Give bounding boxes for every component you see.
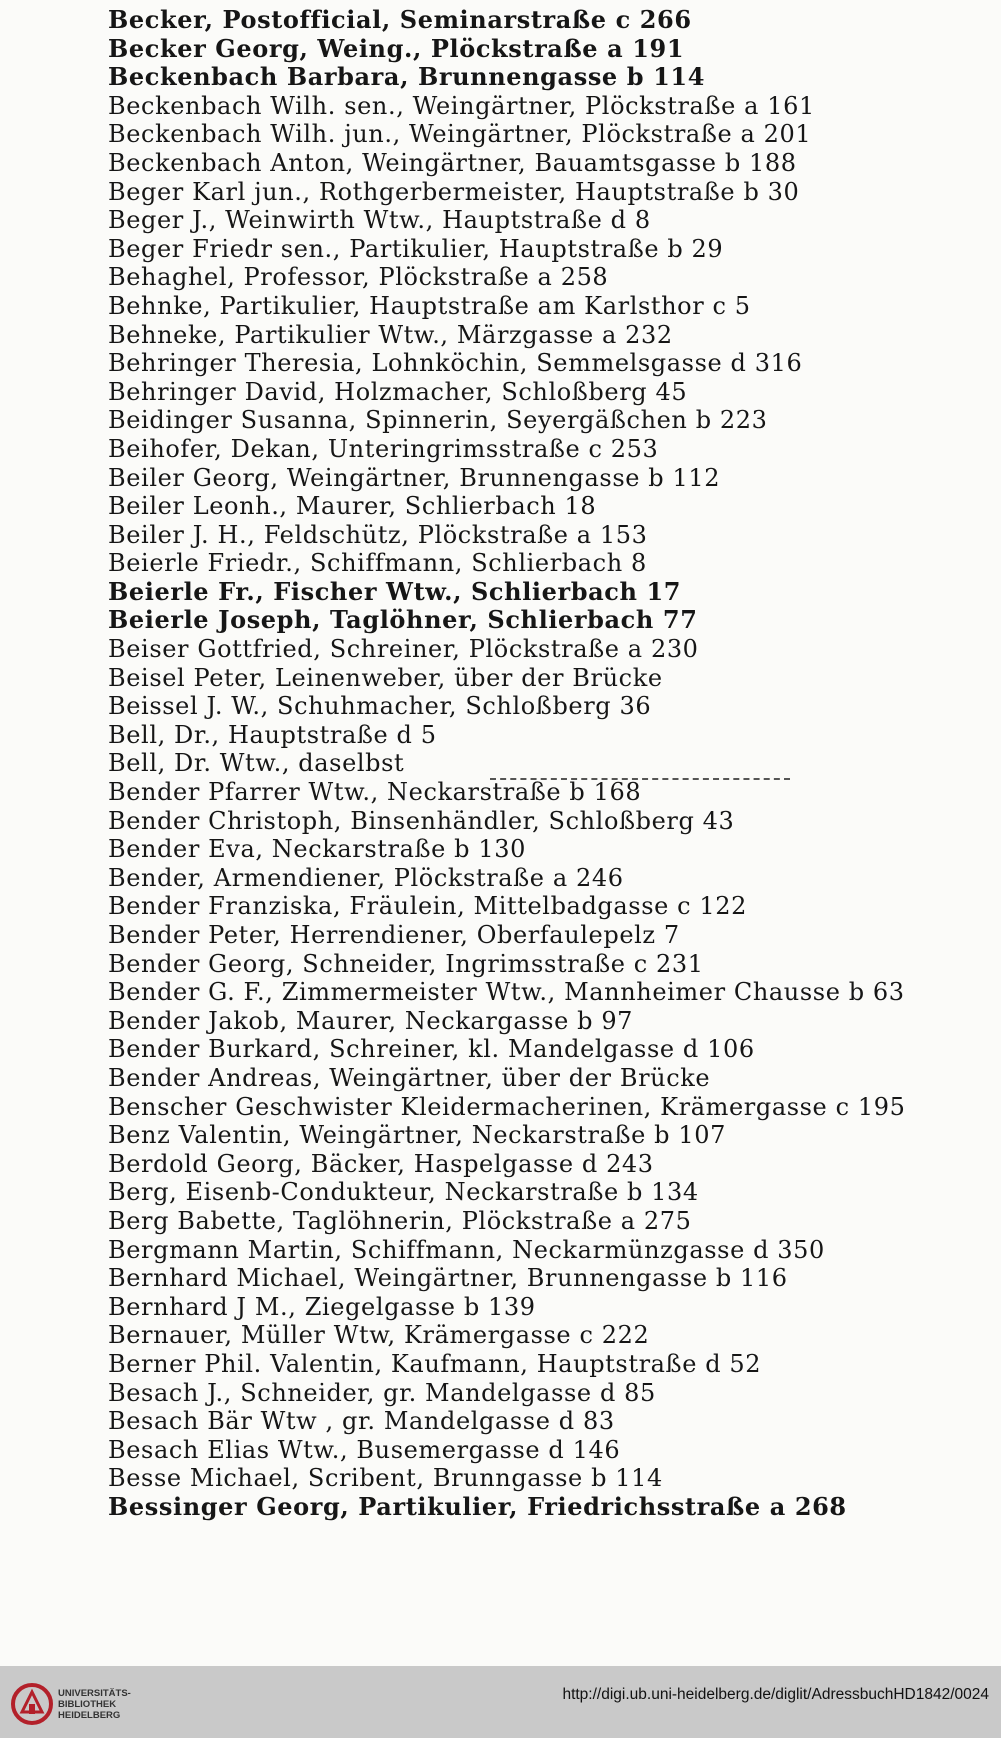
library-logo (10, 1682, 140, 1726)
library-name-line: UNIVERSITÄTS- (58, 1688, 131, 1699)
library-name-line: HEIDELBERG (58, 1710, 121, 1721)
address-entry: Beckenbach Wilh. jun., Weingärtner, Plöckstraße a 201 (108, 120, 812, 149)
address-entry: Bender Georg, Schneider, Ingrimsstraße c 231 (108, 949, 704, 978)
address-entry: Beger Friedr sen., Partikulier, Hauptstraße b 29 (108, 234, 724, 263)
address-entry: Behringer David, Holzmacher, Schloßberg 45 (108, 377, 688, 406)
address-entry: Bender Burkard, Schreiner, kl. Mandelgasse d 106 (108, 1035, 755, 1064)
address-entry: Bergmann Martin, Schiffmann, Neckarmünzgasse d 350 (108, 1235, 825, 1264)
address-entry: Bell, Dr., Hauptstraße d 5 (108, 720, 437, 749)
address-entry: Bender Eva, Neckarstraße b 130 (108, 835, 526, 864)
address-entry: Beckenbach Anton, Weingärtner, Bauamtsgasse b 188 (108, 148, 797, 177)
address-entry: Becker Georg, Weing., Plöckstraße a 191 (108, 33, 685, 63)
footer-bar (0, 1666, 1001, 1738)
source-url-link[interactable]: http://digi.ub.uni-heidelberg.de/diglit/AdressbuchHD1842/0024 (562, 1686, 989, 1703)
address-entry: Bender Jakob, Maurer, Neckargasse b 97 (108, 1006, 634, 1035)
address-entry: Beckenbach Wilh. sen., Weingärtner, Plöckstraße a 161 (108, 91, 815, 120)
address-entry: Bender Franziska, Fräulein, Mittelbadgasse c 122 (108, 892, 748, 921)
address-entry: Bender G. F., Zimmermeister Wtw., Mannheimer Chausse b 63 (108, 978, 905, 1007)
address-entry: Beisel Peter, Leinenweber, über der Brücke (108, 663, 663, 692)
address-entry: Berg Babette, Taglöhnerin, Plöckstraße a 275 (108, 1206, 692, 1235)
address-entry: Benz Valentin, Weingärtner, Neckarstraße b 107 (108, 1121, 726, 1150)
address-entry: Bernauer, Müller Wtw, Krämergasse c 222 (108, 1321, 650, 1350)
address-entry: Besach Elias Wtw., Busemergasse d 146 (108, 1435, 621, 1464)
address-entry: Beiler J. H., Feldschütz, Plöckstraße a 153 (108, 520, 648, 549)
address-entry: Behneke, Partikulier Wtw., Märzgasse a 232 (108, 320, 673, 349)
address-entry: Besach Bär Wtw , gr. Mandelgasse d 83 (108, 1407, 615, 1436)
address-entry: Beger J., Weinwirth Wtw., Hauptstraße d 8 (108, 206, 651, 235)
address-entry: Beiler Leonh., Maurer, Schlierbach 18 (108, 492, 597, 521)
address-entry: Bender, Armendiener, Plöckstraße a 246 (108, 863, 624, 892)
library-name-line: BIBLIOTHEK (58, 1699, 117, 1710)
address-entry: Benscher Geschwister Kleidermacherinen, Krämergasse c 195 (108, 1092, 906, 1121)
address-entry: Beierle Fr., Fischer Wtw., Schlierbach 17 (108, 576, 682, 606)
address-list (108, 6, 988, 1521)
address-entry: Beger Karl jun., Rothgerbermeister, Hauptstraße b 30 (108, 177, 800, 206)
address-entry: Behnke, Partikulier, Hauptstraße am Karlsthor c 5 (108, 291, 751, 320)
address-entry: Beierle Joseph, Taglöhner, Schlierbach 77 (108, 605, 698, 635)
address-entry: Bender Christoph, Binsenhändler, Schloßberg 43 (108, 806, 735, 835)
address-entry: Berdold Georg, Bäcker, Haspelgasse d 243 (108, 1149, 654, 1178)
address-entry: Berg, Eisenb-Condukteur, Neckarstraße b 134 (108, 1178, 699, 1207)
address-entry: Beiser Gottfried, Schreiner, Plöckstraße a 230 (108, 635, 699, 664)
address-entry: Berner Phil. Valentin, Kaufmann, Hauptstraße d 52 (108, 1349, 762, 1378)
address-entry: Beierle Friedr., Schiffmann, Schlierbach 8 (108, 549, 647, 578)
address-entry: Behaghel, Professor, Plöckstraße a 258 (108, 263, 609, 292)
address-entry: Bender Andreas, Weingärtner, über der Brücke (108, 1063, 711, 1092)
address-entry: Bessinger Georg, Partikulier, Friedrichsstraße a 268 (108, 1491, 847, 1521)
address-entry: Bender Pfarrer Wtw., Neckarstraße b 168 (108, 778, 642, 807)
address-entry: Bell, Dr. Wtw., daselbst (108, 749, 405, 778)
address-entry: Beiler Georg, Weingärtner, Brunnengasse b 112 (108, 463, 721, 492)
address-entry: Behringer Theresia, Lohnköchin, Semmelsgasse d 316 (108, 349, 803, 378)
address-entry: Bernhard Michael, Weingärtner, Brunnengasse b 116 (108, 1264, 788, 1293)
dashed-rule (490, 778, 790, 780)
address-entry: Besach J., Schneider, gr. Mandelgasse d 85 (108, 1378, 656, 1407)
address-entry: Besse Michael, Scribent, Brunngasse b 114 (108, 1464, 663, 1493)
address-entry: Beissel J. W., Schuhmacher, Schloßberg 36 (108, 692, 652, 721)
address-entry: Beidinger Susanna, Spinnerin, Seyergäßchen b 223 (108, 406, 768, 435)
address-entry: Beckenbach Barbara, Brunnengasse b 114 (108, 62, 705, 92)
address-entry: Bernhard J M., Ziegelgasse b 139 (108, 1292, 536, 1321)
address-entry: Beihofer, Dekan, Unteringrimsstraße c 253 (108, 434, 659, 463)
library-name (58, 1688, 131, 1721)
library-seal-icon (10, 1682, 54, 1726)
address-entry: Becker, Postofficial, Seminarstraße c 266 (108, 5, 692, 34)
address-entry: Bender Peter, Herrendiener, Oberfaulepelz 7 (108, 921, 680, 949)
